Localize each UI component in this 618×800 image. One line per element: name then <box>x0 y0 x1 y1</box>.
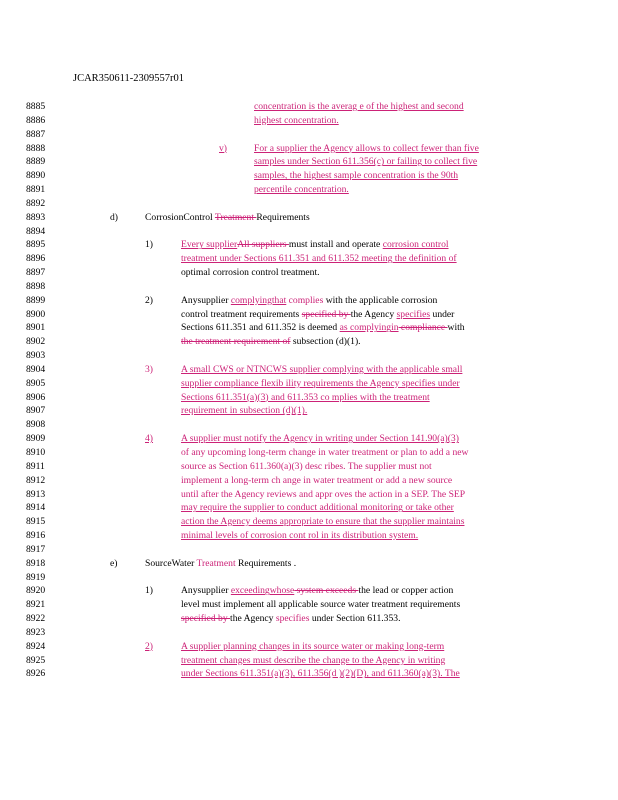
inserted-text: A supplier planning changes in its source water or making long-term <box>181 640 445 652</box>
line-number: 8887 <box>26 128 46 140</box>
line-number: 8926 <box>26 668 46 680</box>
inserted-text: samples, the highest sample concentration is the 90th <box>254 170 459 182</box>
text-line <box>145 295 153 306</box>
text-line <box>254 170 458 181</box>
line-number: 8904 <box>26 363 46 375</box>
text-line <box>181 405 307 416</box>
text-line <box>181 309 454 320</box>
deleted-text: specified by <box>301 308 351 320</box>
text-line <box>145 212 310 223</box>
text-line <box>181 364 462 375</box>
inserted-text: may require the supplier to conduct additional monitoring or take other <box>181 502 454 514</box>
line-number: 8895 <box>26 239 46 251</box>
text-line <box>110 212 118 223</box>
line-number: 8912 <box>26 474 46 486</box>
inserted-text: Every supplier <box>181 239 238 251</box>
text-line <box>181 530 418 541</box>
line-number: 8915 <box>26 516 46 528</box>
text-line <box>145 585 153 596</box>
deleted-text: specified by <box>181 613 231 625</box>
line-number: 8909 <box>26 433 46 445</box>
deleted-text: compliance <box>398 322 448 334</box>
text-line <box>254 143 479 154</box>
line-number: 8906 <box>26 391 46 403</box>
text-line <box>181 502 454 513</box>
text-segment: Anysupplier <box>181 294 231 306</box>
text-line <box>145 641 153 652</box>
inserted-text: as complyingin <box>339 322 399 334</box>
text-line <box>181 599 460 610</box>
text-line <box>254 184 349 195</box>
line-number: 8908 <box>26 419 46 431</box>
line-number: 8907 <box>26 405 46 417</box>
text-line <box>254 115 339 126</box>
text-segment: until after the Agency reviews and appr oves the action in a SEP. The SEP <box>181 488 466 500</box>
line-number: 8914 <box>26 502 46 514</box>
inserted-text: treatment changes must describe the change to the Agency in writing <box>181 654 446 666</box>
text-segment: under <box>430 308 455 320</box>
inserted-text: concentration is the averag e of the highest and second <box>254 101 464 112</box>
text-segment: the lead or copper action <box>358 585 454 597</box>
text-segment: source as Section 611.360(a)(3) desc ribes. The supplier must not <box>181 460 432 472</box>
line-number: 8888 <box>26 142 46 154</box>
text-segment: under Section 611.353. <box>311 613 401 625</box>
inserted-text: 2) <box>145 640 153 652</box>
text-segment: specifies <box>275 613 312 625</box>
text-segment: level must implement all applicable source water treatment requirements <box>181 599 461 611</box>
text-segment: 2) <box>145 294 153 306</box>
text-segment: 3) <box>145 363 153 375</box>
text-segment: the Agency <box>230 613 276 625</box>
deleted-text: the treatment requirement of <box>181 336 291 348</box>
text-segment: with the applicable corrosion <box>325 294 438 306</box>
inserted-text: action the Agency deems appropriate to ensure that the supplier maintains <box>181 516 465 528</box>
inserted-text: Sections 611.351(a)(3) and 611.353 co mplies with the treatment <box>181 391 430 403</box>
text-segment: the Agency <box>350 308 397 320</box>
line-number: 8919 <box>26 571 46 583</box>
inserted-text: percentile concentration. <box>254 184 349 196</box>
text-segment: with <box>447 322 465 334</box>
line-number: 8894 <box>26 225 46 237</box>
text-line <box>181 239 449 250</box>
text-line <box>254 156 477 167</box>
inserted-text: v) <box>219 142 227 154</box>
deleted-text: Treatment <box>214 211 257 223</box>
line-number: 8925 <box>26 654 46 666</box>
text-line <box>181 516 464 527</box>
text-segment: d) <box>110 211 118 223</box>
text-segment: e) <box>110 557 118 569</box>
line-number: 8924 <box>26 640 46 652</box>
inserted-text: requirement in subsection (d)(1). <box>181 405 308 417</box>
text-segment: optimal corrosion control treatment. <box>181 267 320 279</box>
line-number: 8889 <box>26 156 46 168</box>
text-line <box>181 433 459 444</box>
line-number: 8917 <box>26 543 46 555</box>
line-number: 8892 <box>26 197 46 209</box>
text-line <box>181 585 453 596</box>
text-line <box>181 489 465 500</box>
text-line <box>181 253 457 264</box>
line-number: 8902 <box>26 336 46 348</box>
line-number: 8898 <box>26 280 46 292</box>
text-segment: SourceWater <box>145 557 197 569</box>
line-number: 8913 <box>26 488 46 500</box>
text-line <box>181 641 444 652</box>
line-number: 8921 <box>26 599 46 611</box>
text-segment: 1) <box>145 239 153 251</box>
text-line <box>110 558 117 569</box>
line-number: 8903 <box>26 350 46 362</box>
line-number: 8905 <box>26 377 46 389</box>
line-number: 8911 <box>26 460 45 472</box>
inserted-text: under Sections 611.351(a)(3), 611.356(d )(2)(D), and 611.360(a)(3). The <box>181 668 460 680</box>
inserted-text: highest concentration. <box>254 114 339 126</box>
text-segment: control treatment requirements <box>181 308 302 320</box>
text-segment: 1) <box>145 585 153 597</box>
inserted-text: exceedingwhose <box>230 585 295 597</box>
inserted-text: 4) <box>145 433 153 445</box>
inserted-text: A small CWS or NTNCWS supplier complying with the applicable small <box>181 363 463 375</box>
text-segment: CorrosionControl <box>145 211 215 223</box>
text-line <box>181 461 432 472</box>
text-line <box>145 364 153 375</box>
text-line <box>254 101 464 112</box>
line-number: 8922 <box>26 613 46 625</box>
line-number: 8918 <box>26 557 46 569</box>
inserted-text: samples under Section 611.356(c) or failing to collect five <box>254 156 478 168</box>
line-number: 8923 <box>26 626 46 638</box>
line-number: 8897 <box>26 267 46 279</box>
deleted-text: All suppliers <box>237 239 289 251</box>
text-line <box>145 433 153 444</box>
text-line <box>181 668 460 679</box>
text-segment: must install and operate <box>288 239 383 251</box>
text-line <box>181 655 445 666</box>
line-number: 8899 <box>26 294 46 306</box>
document-id: JCAR350611-2309557r01 <box>73 73 185 84</box>
line-number: 8891 <box>26 184 46 196</box>
text-line <box>181 267 320 278</box>
line-number: 8901 <box>26 322 46 334</box>
line-number: 8910 <box>26 447 46 458</box>
text-line <box>181 295 437 306</box>
inserted-text: specifies <box>396 308 431 320</box>
inserted-text: minimal levels of corrosion cont rol in its distribution system. <box>181 530 419 542</box>
text-segment: Anysupplier <box>181 585 231 597</box>
line-number: 8893 <box>26 211 46 223</box>
line-number: 8890 <box>26 170 46 182</box>
text-segment: implement a long-term ch ange in water treatment or add a new source <box>181 474 453 486</box>
deleted-text: system exceeds <box>294 585 359 597</box>
text-line <box>145 558 296 569</box>
inserted-text: For a supplier the Agency allows to collect fewer than five <box>254 142 479 154</box>
line-number: 8896 <box>26 253 46 265</box>
text-segment: Requirements <box>256 211 310 223</box>
line-number: 8920 <box>26 585 46 597</box>
inserted-text: corrosion control <box>382 239 449 251</box>
inserted-text: complyingthat <box>230 294 287 306</box>
line-number: 8900 <box>26 308 46 320</box>
inserted-text: A supplier must notify the Agency in writing under Section 141.90(a)(3) <box>181 433 459 445</box>
text-line <box>181 378 460 389</box>
line-number: 8885 <box>26 101 46 112</box>
text-line <box>181 613 400 624</box>
inserted-text: supplier compliance flexib ility requirements the Agency specifies under <box>181 377 460 389</box>
text-line <box>181 447 468 458</box>
text-segment: Sections 611.351 and 611.352 is deemed <box>181 322 340 334</box>
text-segment: complies <box>286 294 326 306</box>
text-segment: of any upcoming long-term change in water treatment or plan to add a new <box>181 447 469 458</box>
text-segment: Requirements . <box>235 557 297 569</box>
text-line <box>181 475 452 486</box>
inserted-text: treatment under Sections 611.351 and 611.352 meeting the definition of <box>181 253 457 265</box>
text-line <box>181 322 465 333</box>
text-line <box>145 239 153 250</box>
text-segment: subsection (d)(1). <box>290 336 361 348</box>
text-segment: Treatment <box>196 557 236 569</box>
text-line <box>181 336 361 347</box>
line-number: 8916 <box>26 530 46 542</box>
text-line <box>219 143 227 154</box>
line-number: 8886 <box>26 114 46 126</box>
text-line <box>181 392 430 403</box>
